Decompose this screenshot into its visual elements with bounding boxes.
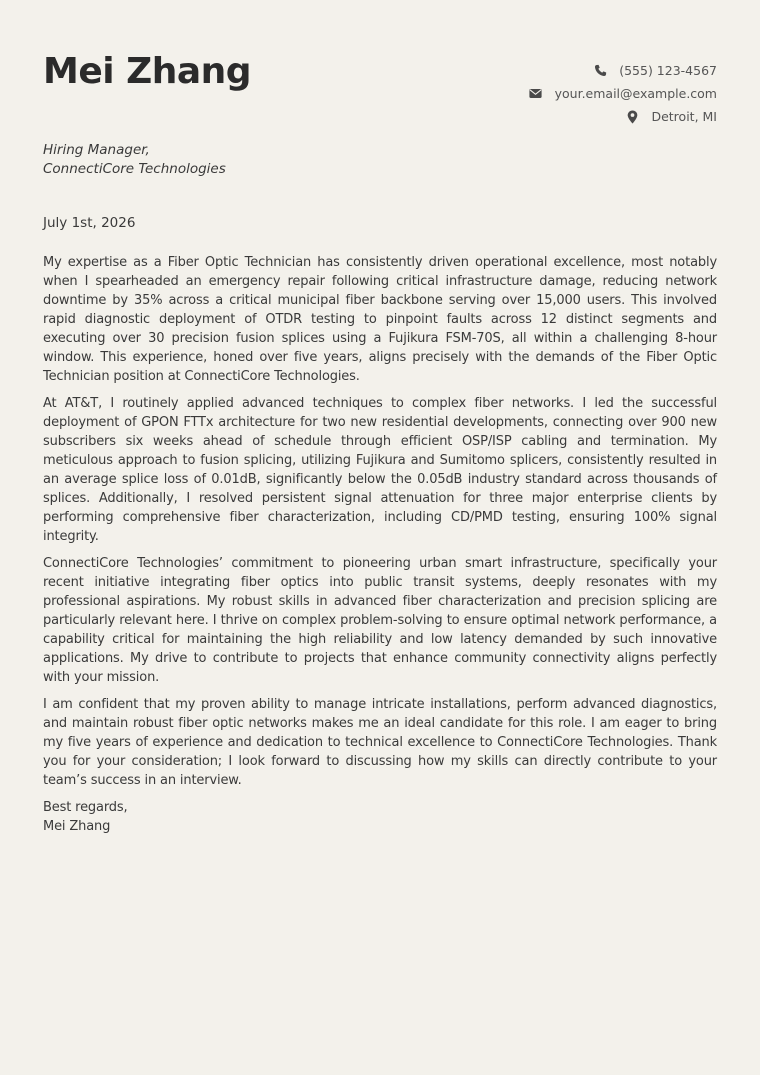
- contact-email[interactable]: your.email@example.com: [554, 86, 717, 101]
- contact-phone: (555) 123-4567: [619, 63, 717, 78]
- letter-body: [43, 253, 717, 836]
- body-paragraph: My expertise as a Fiber Optic Technician has consistently driven operational excellence, most notably when I spearheaded an emergency repair following critical infrastructure damage, reducing network downtime by 35% across a critical municipal fiber backbone serving over 15,000 users. This involved rapid diagnostic deployment of OTDR testing to pinpoint faults across 12 distinct segments and executing over 30 precision fusion splices using a Fujikura FSM-70S, all within a challenging 8-hour window. This experience, honed over five years, aligns precisely with the demands of the Fiber Optic Technician position at ConnectiCore Technologies.: [43, 255, 717, 384]
- applicant-name: Mei Zhang: [43, 51, 252, 92]
- contact-location: Detroit, MI: [651, 109, 717, 124]
- contact-location-row: [529, 105, 717, 128]
- signature-name: Mei Zhang: [43, 819, 111, 834]
- closing-block: [43, 798, 717, 836]
- contact-email-row: [529, 82, 717, 105]
- recipient-title: Hiring Manager,: [43, 142, 150, 158]
- recipient-block: [43, 141, 226, 179]
- body-paragraph: ConnectiCore Technologies’ commitment to pioneering urban smart infrastructure, specifically your recent initiative integrating fiber optics into public transit systems, deeply resonates with my professional aspirations. My robust skills in advanced fiber characterization and precision splicing are particularly relevant here. I thrive on complex problem-solving to ensure optimal network performance, a capability critical for maintaining the high reliability and low latency demanded by such innovative applications. My drive to contribute to projects that enhance community connectivity aligns perfectly with your mission.: [43, 556, 717, 685]
- envelope-icon: [529, 87, 543, 101]
- contact-block: [529, 59, 717, 128]
- recipient-company: ConnectiCore Technologies: [43, 161, 226, 177]
- map-pin-icon: [625, 110, 639, 124]
- phone-icon: [593, 64, 607, 78]
- closing-salutation: Best regards,: [43, 800, 128, 815]
- body-paragraph: I am confident that my proven ability to manage intricate installations, perform advanced diagnostics, and maintain robust fiber optic networks makes me an ideal candidate for this role. I am eager to bring my five years of experience and dedication to technical excellence to ConnectiCore Technologies. Thank you for your consideration; I look forward to discussing how my skills can directly contribute to your team’s success in an interview.: [43, 697, 717, 788]
- letter-date: July 1st, 2026: [43, 215, 136, 231]
- contact-phone-row: [529, 59, 717, 82]
- body-paragraph: At AT&T, I routinely applied advanced techniques to complex fiber networks. I led the successful deployment of GPON FTTx architecture for two new residential developments, connecting over 900 new subscribers six weeks ahead of schedule through efficient OSP/ISP cabling and termination. My meticulous approach to fusion splicing, utilizing Fujikura and Sumitomo splicers, consistently resulted in an average splice loss of 0.01dB, significantly below the 0.05dB industry standard across thousands of splices. Additionally, I resolved persistent signal attenuation for three major enterprise clients by performing comprehensive fiber characterization, including CD/PMD testing, ensuring 100% signal integrity.: [43, 396, 717, 544]
